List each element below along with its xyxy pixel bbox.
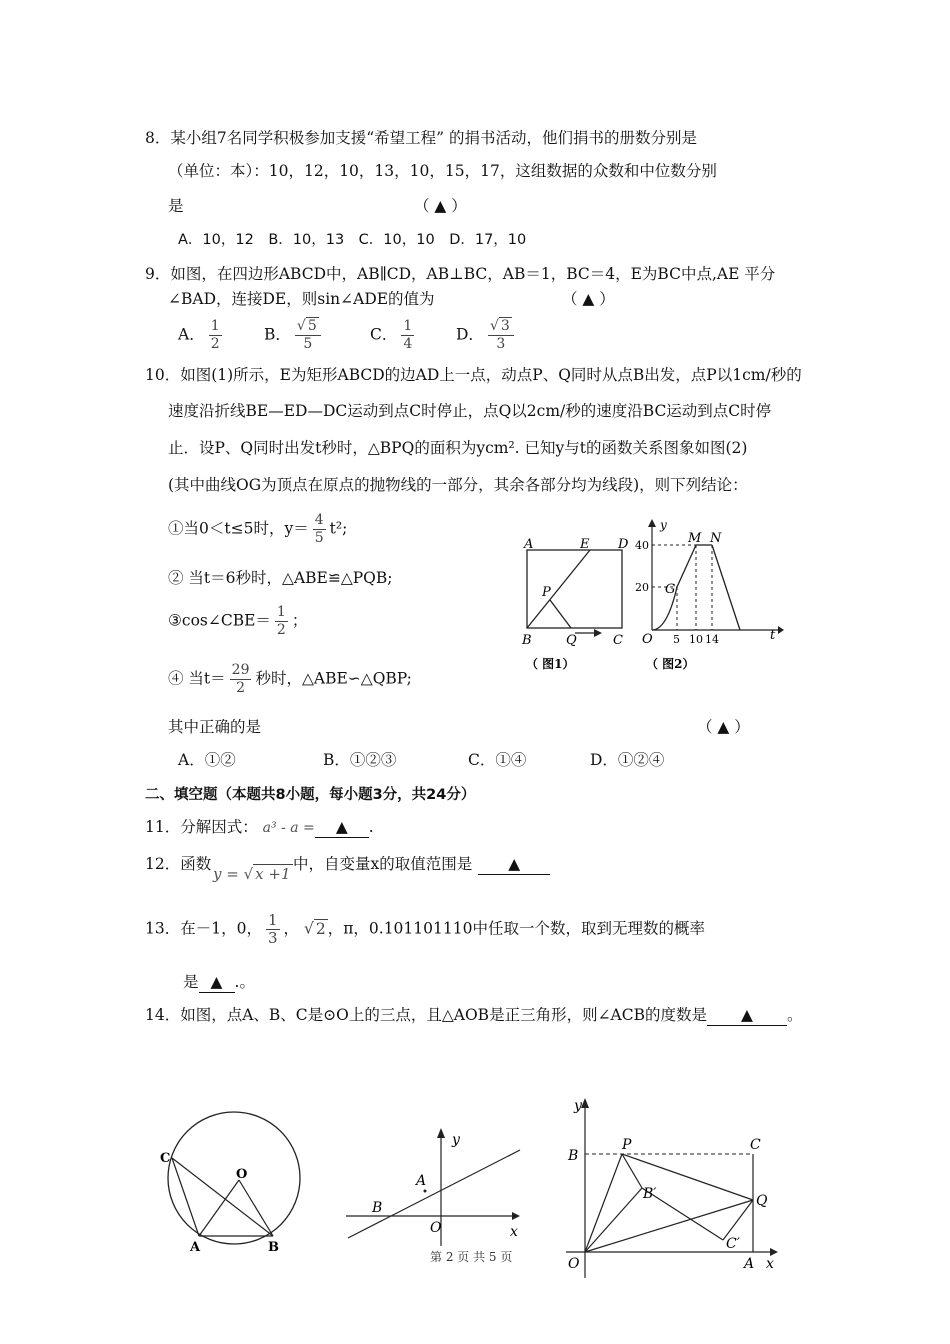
square-fold-figure	[560, 1092, 782, 1282]
fig2-tick-20: 20	[635, 581, 649, 594]
q12-text: 中，自变量x的取值范围是 ▲	[293, 854, 550, 875]
square-label-x: x	[766, 1256, 774, 1272]
section-2-title: 二、填空题（本题共8小题，每小题3分，共24分）	[145, 787, 476, 803]
square-label-b-prime: B′	[643, 1186, 657, 1202]
q10-conclusion-3: ③cos∠CBE＝ $\frac{1}{2}$ ；	[168, 604, 308, 638]
q9-option-b: B． $\frac{√ 5}{5}$	[264, 318, 325, 353]
q8-line1: 8．某小组7名同学积极参加支援“希望工程” 的捐书活动，他们捐书的册数分别是	[145, 129, 698, 147]
square-label-a: A	[744, 1256, 755, 1272]
square-label-b: B	[568, 1148, 579, 1164]
q10-line3: 止．设P、Q同时出发t秒时，△BPQ的面积为ycm². 已知y与t的函数关系图象如图(2)	[168, 439, 748, 457]
fig2-tick-10: 10	[689, 633, 703, 646]
q10-figure-2	[632, 515, 784, 678]
line-label-a: A	[416, 1173, 427, 1189]
q9-line2: ∠BAD，连接DE，则sin∠ADE的值为	[168, 290, 435, 308]
q14-answer-blank: ▲	[707, 1005, 787, 1026]
q10-option-a: A．①②	[178, 751, 236, 769]
circle-label-o: O	[236, 1167, 248, 1182]
q10-conclusion-2: ② 当t＝6秒时，△ABE≌△PQB;	[168, 569, 393, 587]
fig2-tick-5: 5	[673, 633, 680, 646]
q12-expression: y = √ x +1	[213, 865, 291, 883]
q13-answer-blank: ▲	[199, 972, 235, 993]
q10-question: 其中正确的是	[168, 718, 262, 736]
q10-conclusion-4: ④ 当t＝ $\frac{29}{2}$ 秒时，△ABE∽△QBP;	[168, 662, 412, 696]
q14-circle-figure	[152, 1110, 312, 1255]
q10-answer-mark: （ ▲ ）	[697, 718, 750, 736]
fig2-label-y: y	[660, 518, 667, 532]
q11-answer-blank: ▲	[315, 817, 369, 838]
q9-line1: 9．如图，在四边形ABCD中，AB∥CD，AB⊥BC，AB＝1，BC＝4，E为BC中点,AE 平分	[145, 265, 776, 283]
fig1-label-d: D	[618, 537, 629, 552]
line-label-b: B	[372, 1200, 383, 1216]
q8-options: A．10，12 B．10，13 C．10，10 D．17，10	[178, 232, 527, 248]
fig2-label-o: O	[642, 632, 653, 647]
fig2-label-n: N	[710, 531, 722, 546]
q10-line1: 10．如图(1)所示，E为矩形ABCD的边AD上一点，动点P、Q同时从点B出发，点P以1cm/秒的	[145, 366, 802, 384]
fig2-label-g: G	[665, 582, 676, 597]
fig1-label-q: Q	[566, 633, 577, 648]
q10-conclusion-1: ①当0＜t≤5时，y＝ $\frac{4}{5}$ t²;	[168, 512, 348, 546]
q9-option-a: A． $\frac{1}{2}$	[178, 318, 220, 352]
q10-line2: 速度沿折线BE—ED—DC运动到点C时停止，点Q以2cm/秒的速度沿BC运动到点C时停	[168, 402, 772, 420]
q10-option-d: D．①②④	[590, 751, 665, 769]
q9-answer-mark: （ ▲ ）	[562, 290, 615, 308]
q9-option-c: C． $\frac{1}{4}$	[370, 318, 413, 352]
fig2-tick-14: 14	[705, 633, 719, 646]
q10-option-c: C．①④	[468, 751, 527, 769]
fig2-caption: （ 图2）	[646, 657, 695, 671]
fig1-label-c: C	[613, 633, 623, 648]
q11: 11．分解因式： a³ - a = ▲ .	[145, 818, 374, 836]
q12-prefix: 12．函数	[145, 855, 212, 873]
q10-line4: (其中曲线OG为顶点在原点的抛物线的一部分，其余各部分均为线段)，则下列结论：	[168, 476, 748, 494]
q14: 14．如图，点A、B、C是⊙O上的三点，且△AOB是正三角形，则∠ACB的度数是 ▲ 。	[145, 1006, 803, 1024]
fig1-label-a: A	[524, 537, 534, 552]
line-label-o: O	[430, 1220, 442, 1236]
circle-label-a: A	[190, 1240, 201, 1255]
circle-label-c: C	[160, 1151, 171, 1166]
fig1-label-e: E	[580, 537, 590, 552]
fig1-caption: （ 图1）	[526, 657, 575, 671]
page-footer: 第 2 页 共 5 页	[430, 1250, 513, 1264]
line-label-x: x	[510, 1224, 518, 1240]
square-label-o: O	[568, 1256, 580, 1272]
square-label-q: Q	[756, 1193, 768, 1209]
q10-figure-1	[512, 528, 637, 678]
square-label-p: P	[622, 1137, 632, 1153]
fig2-label-t: t	[770, 628, 776, 643]
q8-answer-mark: （ ▲ ）	[414, 197, 467, 215]
line-graph-figure	[340, 1120, 525, 1250]
q9-option-d: D． $\frac{√ 3}{3}$	[456, 318, 518, 353]
square-label-y: y	[574, 1098, 582, 1114]
q8-line3: 是	[168, 197, 184, 215]
square-label-c: C	[750, 1137, 761, 1153]
q13-line1: 13．在－1，0， $\frac{1}{3}$ ， √ 2 ，π，0.101101110中任取一个数，取到无理数的概率	[145, 911, 705, 947]
q10-option-b: B．①②③	[323, 751, 397, 769]
line-label-y: y	[452, 1132, 460, 1148]
square-label-c-prime: C′	[726, 1236, 740, 1252]
q12-answer-blank: ▲	[478, 854, 550, 875]
q13-line2: 是 ▲ .。	[183, 973, 255, 991]
q11-expression: a³ - a =	[262, 820, 315, 836]
circle-label-b: B	[268, 1240, 279, 1255]
fig2-label-m: M	[688, 531, 702, 546]
q8-line2: （单位：本）：10，12，10，13，10，15，17，这组数据的众数和中位数分别	[168, 162, 717, 180]
fig1-label-p: P	[542, 585, 551, 600]
fig1-label-b: B	[522, 633, 532, 648]
fig2-tick-40: 40	[635, 539, 649, 552]
